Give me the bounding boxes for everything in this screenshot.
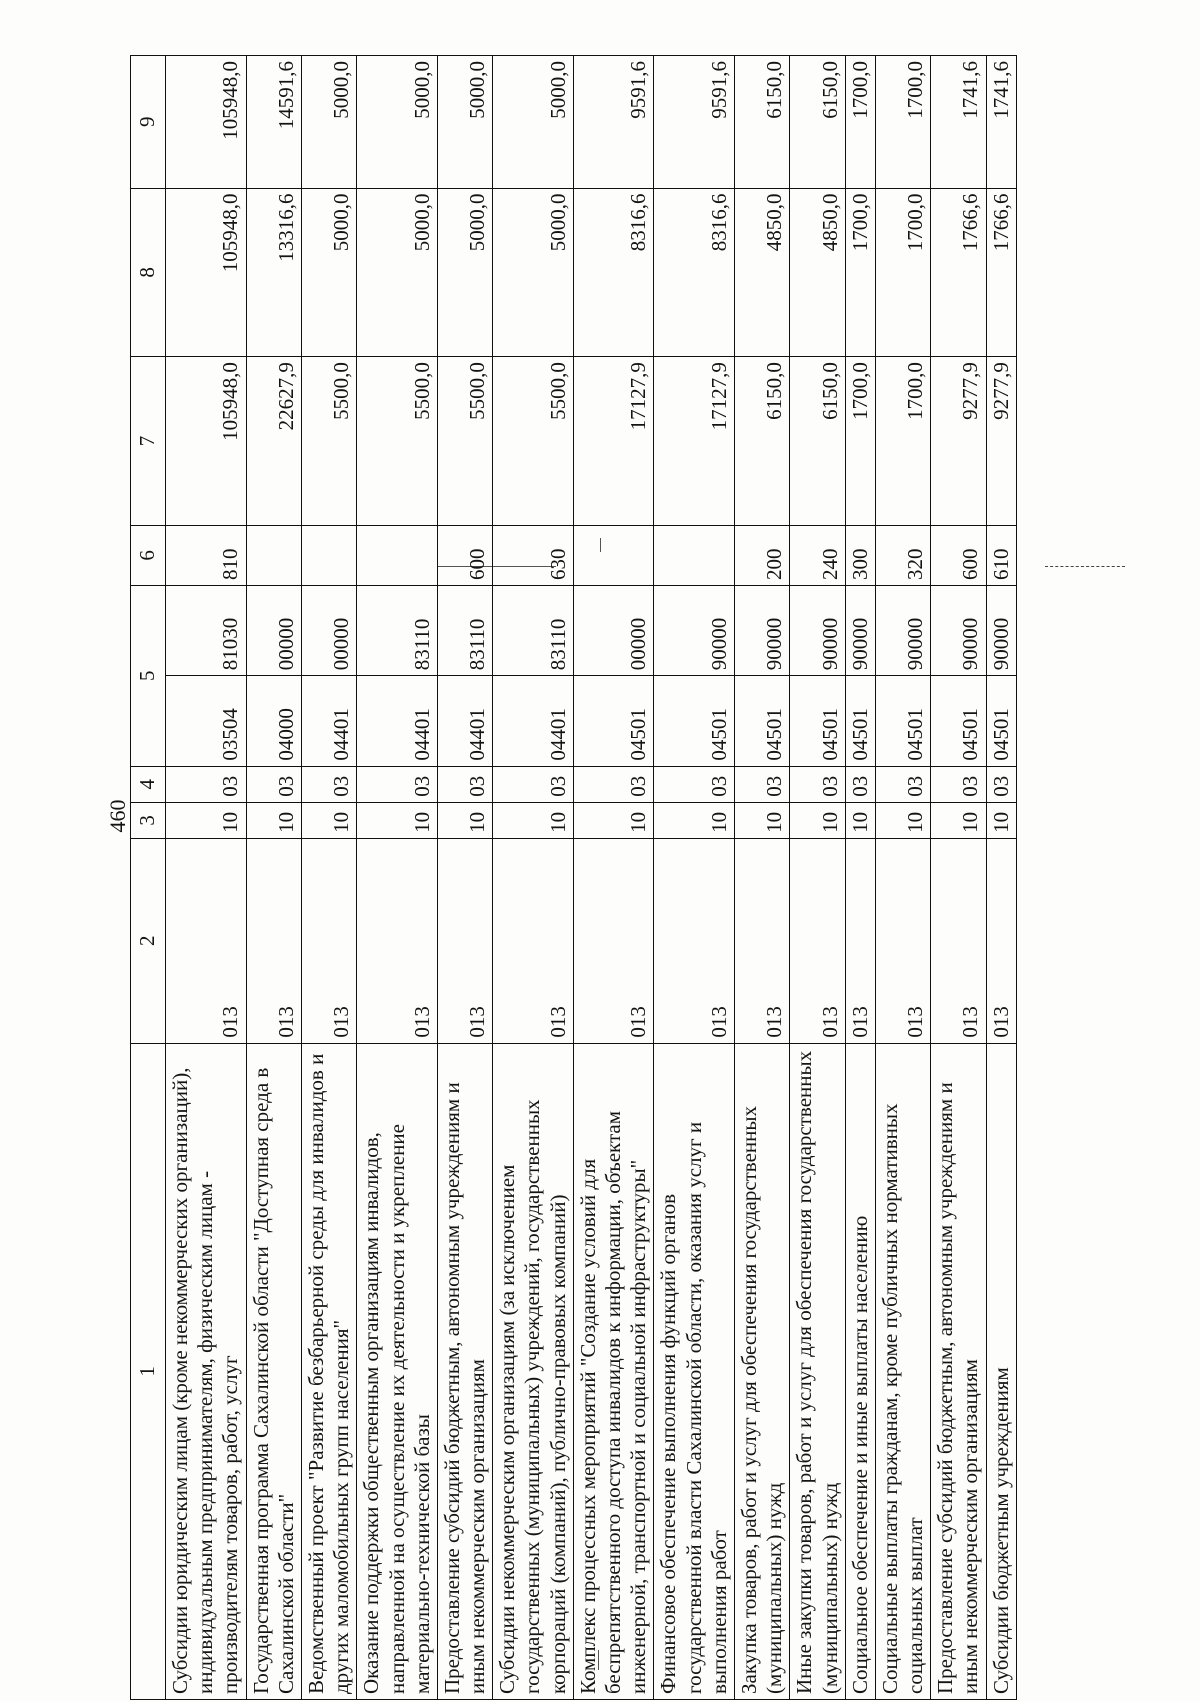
code-cell: 04501 [790,676,845,766]
table-row [301,56,356,1700]
amount-cell: 5000,0 [437,56,492,189]
code-cell: 013 [357,838,438,1043]
amount-cell: 5000,0 [357,188,438,357]
page-number: 460 [105,799,130,833]
code-cell: 013 [166,838,247,1043]
code-cell: 04501 [986,676,1016,766]
amount-cell: 9591,6 [573,56,654,189]
row-name-cell: Ведомственный проект "Развитие безбарьерной среды для инвалидов и других маломобильных групп населения" [301,1043,356,1699]
code-cell: 03 [845,766,875,802]
code-cell: 00000 [573,585,654,675]
table-row [166,56,247,1700]
code-cell: 10 [654,802,735,838]
code-cell: 013 [986,838,1016,1043]
table-header-row [131,56,166,1700]
amount-cell: 1700,0 [845,357,875,526]
code-cell: 300 [845,525,875,585]
code-cell: 04401 [357,676,438,766]
code-cell: 10 [734,802,789,838]
code-cell: 90000 [845,585,875,675]
table-row [931,56,986,1700]
code-cell: 610 [986,525,1016,585]
code-cell: 10 [301,802,356,838]
code-cell: 83110 [493,585,574,675]
amount-cell: 5500,0 [301,357,356,526]
code-cell: 03 [790,766,845,802]
amount-cell: 4850,0 [734,188,789,357]
column-header: 2 [131,838,166,1043]
amount-cell: 5000,0 [493,56,574,189]
budget-table [130,55,1017,1700]
amount-cell: 1700,0 [875,56,930,189]
code-cell: 013 [790,838,845,1043]
code-cell: 10 [986,802,1016,838]
amount-cell: 5500,0 [357,357,438,526]
code-cell: 03 [493,766,574,802]
code-cell: 013 [437,838,492,1043]
code-cell: 90000 [986,585,1016,675]
amount-cell: 5000,0 [301,56,356,189]
amount-cell: 8316,6 [573,188,654,357]
code-cell: 013 [931,838,986,1043]
code-cell [246,525,301,585]
row-name-cell: Государственная программа Сахалинской области "Доступная среда в Сахалинской области" [246,1043,301,1699]
amount-cell: 5000,0 [437,188,492,357]
code-cell [357,525,438,585]
amount-cell: 17127,9 [573,357,654,526]
code-cell: 013 [246,838,301,1043]
row-name-cell: Субсидии бюджетным учреждениям [986,1043,1016,1699]
code-cell: 03504 [166,676,247,766]
column-header: 3 [131,802,166,838]
table-row [357,56,438,1700]
amount-cell: 14591,6 [246,56,301,189]
code-cell: 10 [493,802,574,838]
code-cell: 00000 [246,585,301,675]
code-cell: 240 [790,525,845,585]
code-cell: 04501 [875,676,930,766]
row-name-cell: Предоставление субсидий бюджетным, автономным учреждениям и иным некоммерческим организациям [437,1043,492,1699]
table-row [986,56,1016,1700]
table-row [246,56,301,1700]
code-cell: 04401 [437,676,492,766]
amount-cell: 6150,0 [790,56,845,189]
code-cell: 04501 [931,676,986,766]
amount-cell: 5500,0 [437,357,492,526]
column-header: 7 [131,357,166,526]
amount-cell: 9277,9 [931,357,986,526]
code-cell: 03 [301,766,356,802]
amount-cell: 1700,0 [845,56,875,189]
code-cell: 03 [875,766,930,802]
code-cell: 90000 [931,585,986,675]
code-cell: 200 [734,525,789,585]
code-cell: 10 [166,802,247,838]
column-header: 9 [131,56,166,189]
table-row [437,56,492,1700]
column-header: 1 [131,1043,166,1699]
code-cell: 03 [437,766,492,802]
row-name-cell: Комплекс процессных мероприятий "Создание условий для беспрепятственного доступа инвалидов к информации, объектам инженерной, транспортной и социальной инфраструктуры" [573,1043,654,1699]
code-cell: 90000 [654,585,735,675]
table-row [734,56,789,1700]
code-cell: 04501 [845,676,875,766]
row-name-cell: Социальное обеспечение и иные выплаты населению [845,1043,875,1699]
row-name-cell: Оказание поддержки общественным организациям инвалидов, направленной на осуществление их деятельности и укрепление материально-технической базы [357,1043,438,1699]
code-cell: 013 [573,838,654,1043]
rotated-table-container [130,55,1130,1700]
code-cell: 90000 [875,585,930,675]
code-cell: 03 [931,766,986,802]
column-header: 5 [131,585,166,766]
amount-cell: 1700,0 [875,357,930,526]
row-name-cell: Предоставление субсидий бюджетным, автономным учреждениям и иным некоммерческим организациям [931,1043,986,1699]
amount-cell: 1741,6 [986,56,1016,189]
amount-cell: 6150,0 [734,357,789,526]
code-cell: 90000 [790,585,845,675]
row-name-cell: Иные закупки товаров, работ и услуг для обеспечения государственных (муниципальных) нужд [790,1043,845,1699]
amount-cell: 5000,0 [357,56,438,189]
code-cell: 03 [986,766,1016,802]
code-cell: 03 [734,766,789,802]
row-name-cell: Социальные выплаты гражданам, кроме публичных нормативных социальных выплат [875,1043,930,1699]
table-row [845,56,875,1700]
amount-cell: 13316,6 [246,188,301,357]
code-cell: 90000 [734,585,789,675]
code-cell: 013 [301,838,356,1043]
code-cell: 04501 [734,676,789,766]
code-cell: 013 [493,838,574,1043]
amount-cell: 17127,9 [654,357,735,526]
code-cell: 03 [654,766,735,802]
amount-cell: 1766,6 [986,188,1016,357]
table-row [493,56,574,1700]
code-cell: 600 [437,525,492,585]
code-cell [573,525,654,585]
amount-cell: 6150,0 [734,56,789,189]
table-row [654,56,735,1700]
row-name-cell: Субсидии некоммерческим организациям (за исключением государственных (муниципальных) учреждений, государственных корпораций (компаний), публично-правовых компаний) [493,1043,574,1699]
amount-cell: 1766,6 [931,188,986,357]
amount-cell: 8316,6 [654,188,735,357]
amount-cell: 4850,0 [790,188,845,357]
amount-cell: 105948,0 [166,56,247,189]
code-cell: 00000 [301,585,356,675]
code-cell: 04000 [246,676,301,766]
code-cell: 03 [246,766,301,802]
code-cell: 013 [875,838,930,1043]
table-row [790,56,845,1700]
code-cell: 320 [875,525,930,585]
amount-cell: 1700,0 [845,188,875,357]
code-cell: 10 [845,802,875,838]
code-cell: 10 [246,802,301,838]
code-cell: 83110 [357,585,438,675]
code-cell: 83110 [437,585,492,675]
code-cell: 04501 [573,676,654,766]
code-cell: 04401 [301,676,356,766]
code-cell: 10 [437,802,492,838]
amount-cell: 22627,9 [246,357,301,526]
column-header: 8 [131,188,166,357]
row-name-cell: Субсидии юридическим лицам (кроме некоммерческих организаций), индивидуальным предпринимателям, физическим лицам - производителям товаров, работ, услуг [166,1043,247,1699]
column-header: 6 [131,525,166,585]
amount-cell: 6150,0 [790,357,845,526]
amount-cell: 1741,6 [931,56,986,189]
amount-cell: 1700,0 [875,188,930,357]
code-cell: 10 [931,802,986,838]
code-cell: 810 [166,525,247,585]
table-row [875,56,930,1700]
code-cell: 013 [654,838,735,1043]
code-cell: 03 [357,766,438,802]
code-cell: 81030 [166,585,247,675]
code-cell: 03 [573,766,654,802]
table-row [573,56,654,1700]
amount-cell: 5500,0 [493,357,574,526]
row-name-cell: Закупка товаров, работ и услуг для обеспечения государственных (муниципальных) нужд [734,1043,789,1699]
amount-cell: 9591,6 [654,56,735,189]
code-cell: 10 [875,802,930,838]
amount-cell: 5000,0 [301,188,356,357]
code-cell: 630 [493,525,574,585]
row-name-cell: Финансовое обеспечение выполнения функций органов государственной власти Сахалинской области, оказания услуг и выполнения работ [654,1043,735,1699]
code-cell: 10 [357,802,438,838]
code-cell: 04401 [493,676,574,766]
code-cell [654,525,735,585]
code-cell: 013 [734,838,789,1043]
amount-cell: 105948,0 [166,357,247,526]
code-cell: 013 [845,838,875,1043]
code-cell: 04501 [654,676,735,766]
code-cell: 600 [931,525,986,585]
code-cell: 03 [166,766,247,802]
code-cell: 10 [790,802,845,838]
column-header: 4 [131,766,166,802]
table-body [166,56,1017,1700]
amount-cell: 5000,0 [493,188,574,357]
code-cell: 10 [573,802,654,838]
amount-cell: 105948,0 [166,188,247,357]
amount-cell: 9277,9 [986,357,1016,526]
code-cell [301,525,356,585]
